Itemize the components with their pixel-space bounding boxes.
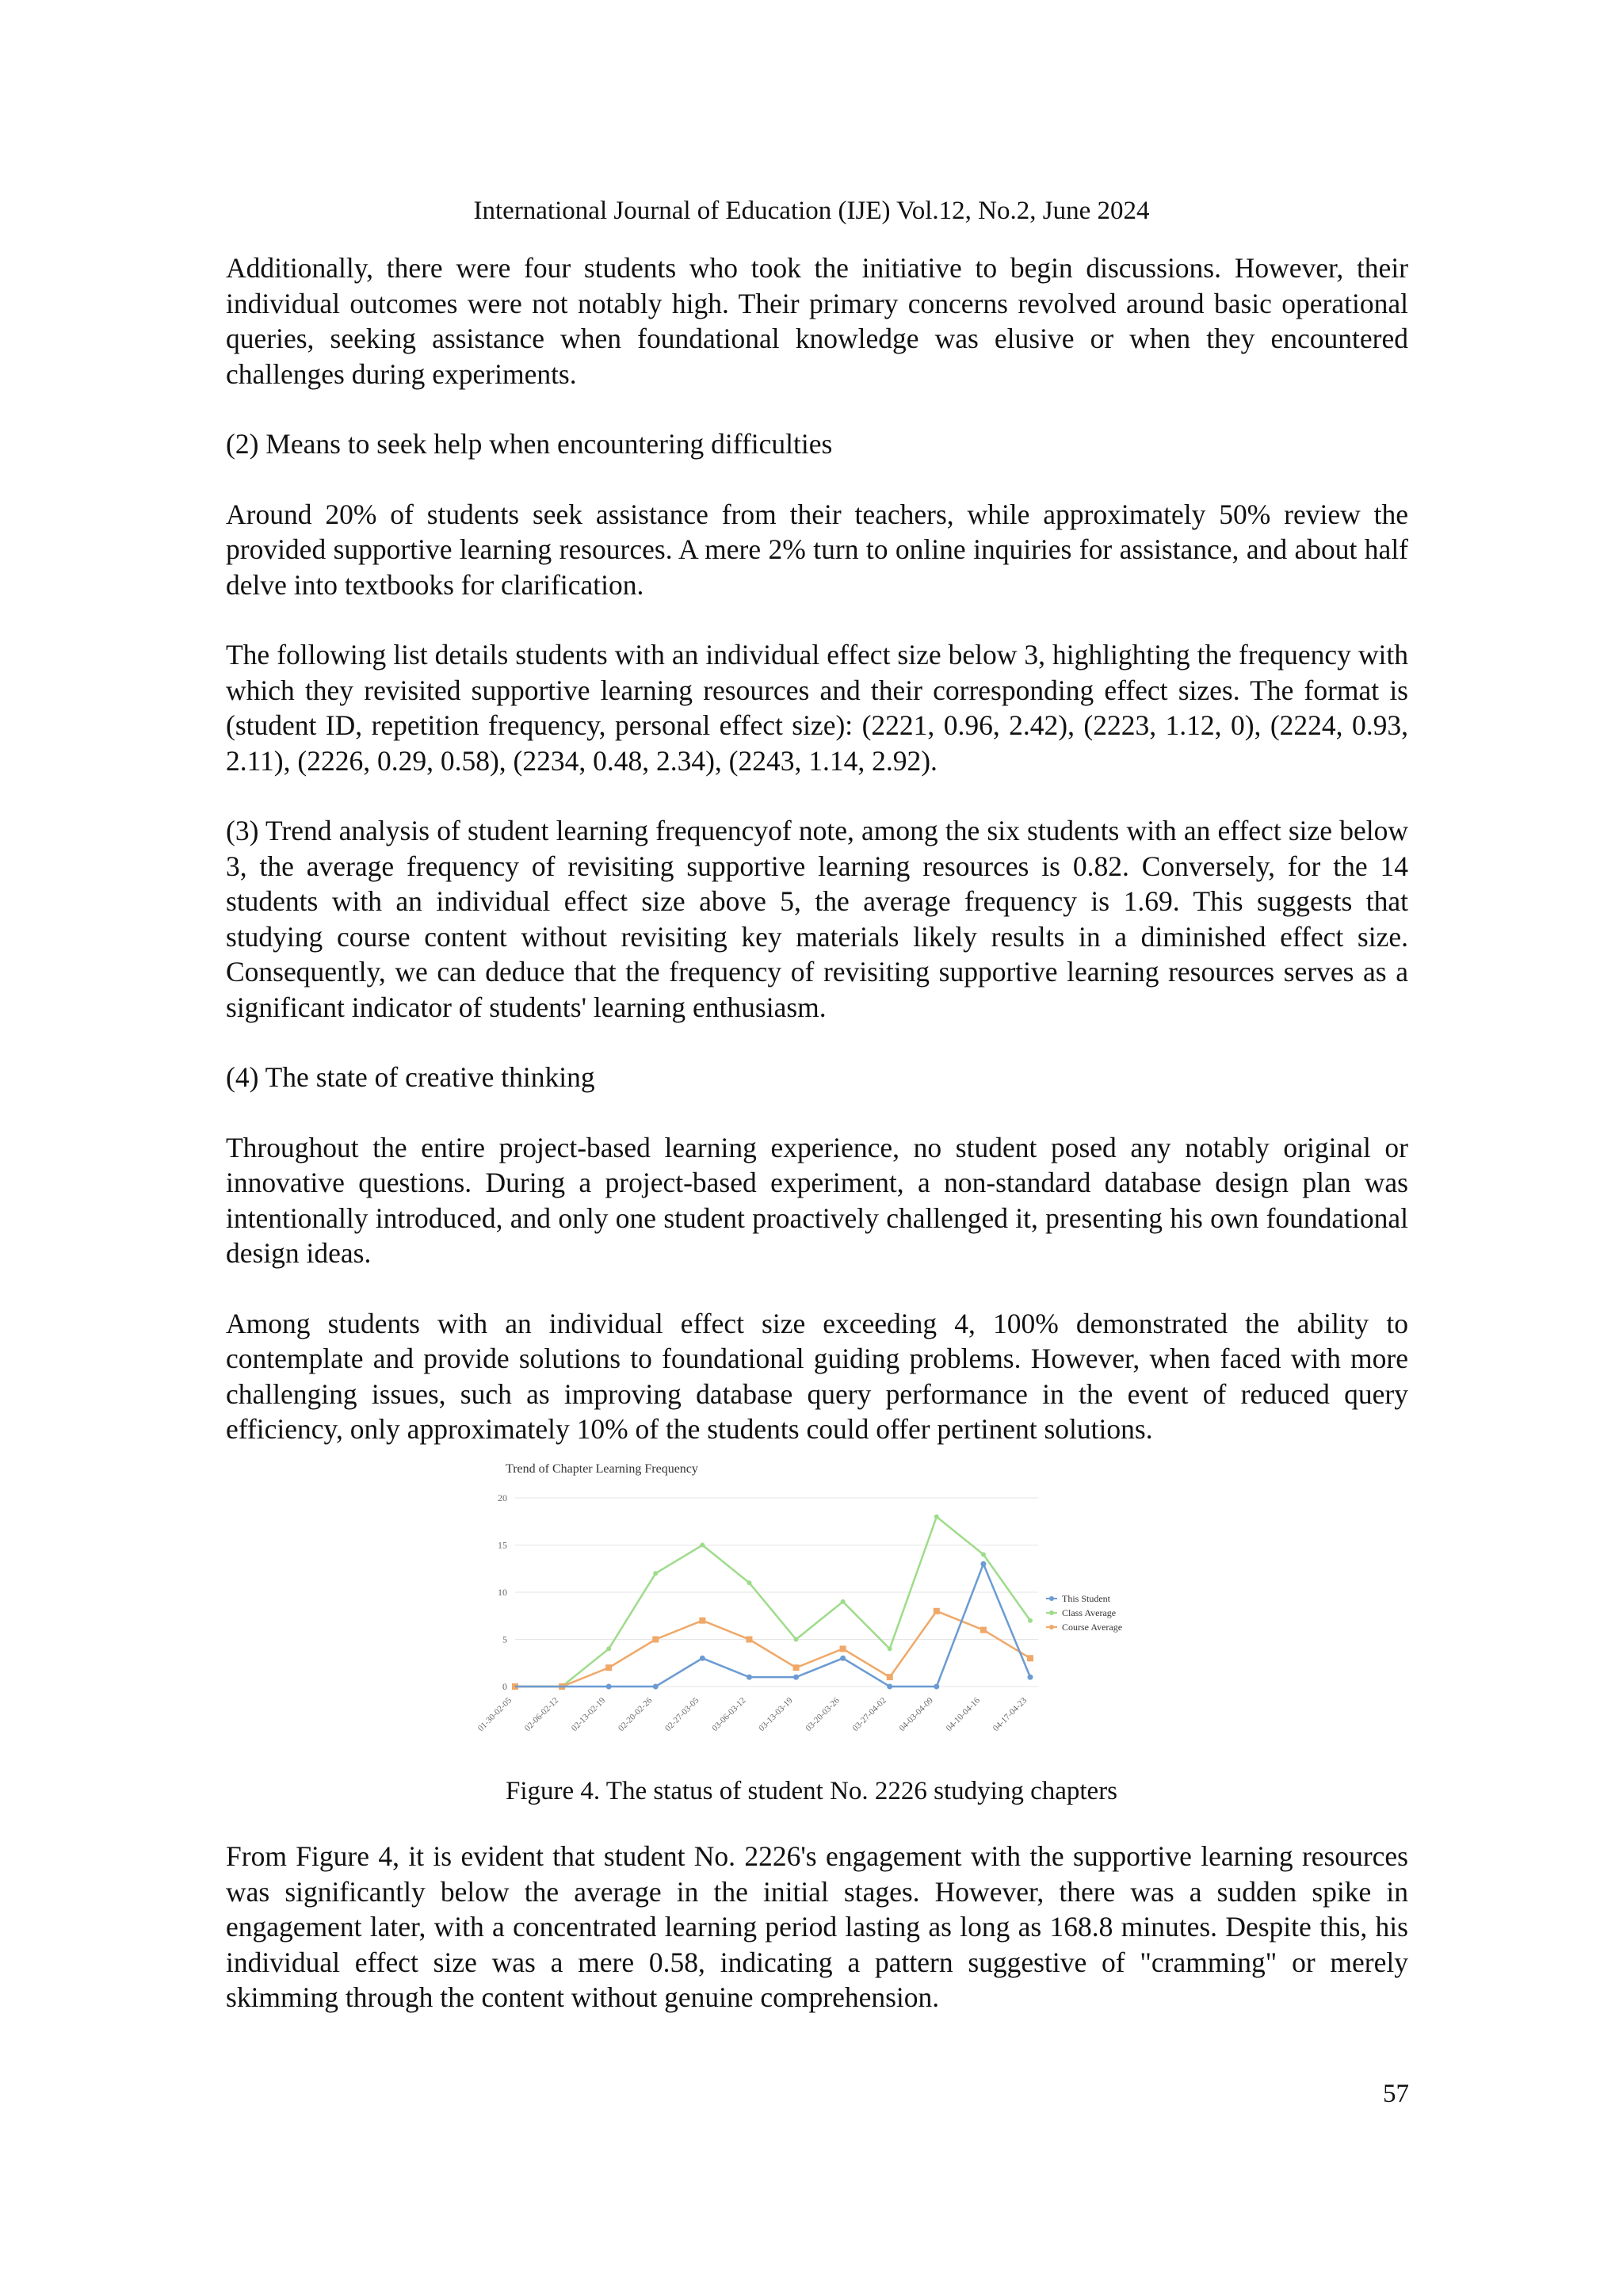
point-s0-8 — [887, 1684, 892, 1690]
journal-header: International Journal of Education (IJE) Vol.12, No.2, June 2024 — [473, 197, 1150, 225]
point-s1-7 — [841, 1599, 846, 1604]
point-s0-9 — [934, 1684, 939, 1690]
point-s2-7 — [840, 1645, 846, 1652]
y-tick-label-10: 10 — [498, 1587, 507, 1598]
point-s0-5 — [747, 1675, 752, 1680]
point-s2-11 — [1027, 1655, 1033, 1661]
point-s1-8 — [888, 1646, 892, 1651]
point-s2-2 — [605, 1664, 612, 1671]
y-tick-label-20: 20 — [498, 1492, 507, 1503]
x-tick-label-3: 02-20-02-26 — [617, 1695, 655, 1734]
paragraph-5: Throughout the entire project-based learning experience, no student posed any notably original or innovative questions. During a project-based experiment, a non-standard database design plan was intentionally introduced, and only one student proactively challenged it, presenting his own foundational design ideas. — [226, 1131, 1408, 1269]
point-s0-6 — [793, 1675, 799, 1680]
series-line-2 — [515, 1611, 1030, 1687]
point-s1-5 — [747, 1580, 751, 1585]
point-s1-4 — [700, 1543, 705, 1548]
paragraph-2: Around 20% of students seek assistance from their teachers, while approximately 50% review the provided supportive learning resources. A mere 2% turn to online inquiries for assistance, and about half delve into textbooks for clarification. — [226, 498, 1408, 601]
chart-title: Trend of Chapter Learning Frequency — [506, 1462, 698, 1476]
point-s2-8 — [887, 1674, 893, 1680]
legend-label-1: Class Average — [1062, 1607, 1117, 1618]
figure-caption: Figure 4. The status of student No. 2226 studying chapters — [505, 1777, 1118, 1805]
point-s0-7 — [840, 1656, 846, 1661]
legend-marker-2 — [1049, 1625, 1054, 1629]
x-tick-label-8: 03-27-04-02 — [850, 1695, 888, 1734]
x-tick-label-1: 02-06-02-12 — [522, 1695, 561, 1734]
series-line-1 — [515, 1517, 1030, 1687]
paragraph-6: Among students with an individual effect size exceeding 4, 100% demonstrated the ability to contemplate and provide solutions to foundational guiding problems. However, when faced with more challenging issues, such as improving database query performance in the event of reduced query efficiency, only approximately 10% of the students could offer pertinent solutions. — [226, 1307, 1408, 1445]
body-text — [226, 250, 1408, 1482]
legend-label-0: This Student — [1062, 1593, 1111, 1604]
point-s0-11 — [1028, 1675, 1033, 1680]
x-tick-label-11: 04-17-04-23 — [991, 1695, 1029, 1734]
point-s2-9 — [934, 1608, 940, 1614]
x-tick-label-4: 02-27-03-05 — [663, 1695, 701, 1734]
figure-4-chart — [475, 1450, 1189, 1767]
point-s2-10 — [980, 1627, 987, 1633]
point-s0-10 — [980, 1561, 986, 1567]
point-s1-3 — [653, 1571, 658, 1576]
point-s0-4 — [700, 1656, 705, 1661]
body-text-after-figure — [226, 1839, 1408, 2050]
legend-marker-0 — [1049, 1596, 1054, 1601]
x-tick-label-0: 01-30-02-05 — [475, 1695, 514, 1734]
point-s2-5 — [746, 1637, 752, 1643]
point-s1-10 — [981, 1552, 986, 1557]
x-tick-label-9: 04-03-04-09 — [897, 1695, 935, 1734]
point-s2-3 — [652, 1637, 659, 1643]
point-s0-2 — [606, 1684, 612, 1690]
x-tick-label-6: 03-13-03-19 — [757, 1695, 795, 1734]
x-tick-label-5: 03-06-03-12 — [710, 1695, 748, 1734]
series-line-0 — [515, 1564, 1030, 1687]
point-s1-2 — [606, 1646, 611, 1651]
point-s1-9 — [934, 1515, 939, 1519]
paragraph-4: (3) Trend analysis of student learning frequencyof note, among the six students with an effect size below 3, the average frequency of revisiting supportive learning resources is 0.82. Conversely, for the 14 students with an individual effect size above 5, the average frequency is 1.69. This suggests that studying course content without revisiting key materials likely results in a diminished effect size. Consequently, we can deduce that the frequency of revisiting supportive learning resources serves as a significant indicator of students' learning enthusiasm. — [226, 815, 1408, 1023]
paragraph-3: The following list details students with an individual effect size below 3, highlighting the frequency with which they revisited supportive learning resources and their corresponding effect sizes. The format is (student ID, repetition frequency, personal effect size): (2221, 0.96, 2.42), (2223, 1.12, 0), (2224, 0.93, 2.11), (2226, 0.29, 0.58), (2234, 0.48, 2.34), (2243, 1.14, 2.92). — [226, 639, 1408, 777]
x-tick-label-2: 02-13-02-19 — [569, 1695, 608, 1734]
point-s2-6 — [793, 1664, 800, 1671]
legend-label-2: Course Average — [1062, 1622, 1123, 1633]
y-tick-label-15: 15 — [498, 1539, 507, 1551]
x-tick-label-10: 04-10-04-16 — [944, 1695, 983, 1734]
y-tick-label-0: 0 — [502, 1681, 507, 1692]
y-tick-label-5: 5 — [502, 1633, 507, 1645]
page-number: 57 — [1383, 2080, 1409, 2108]
x-tick-label-7: 03-20-03-26 — [804, 1695, 842, 1734]
section-heading-2: (2) Means to seek help when encountering difficulties — [226, 428, 833, 460]
section-heading-4: (4) The state of creative thinking — [226, 1061, 595, 1093]
legend-marker-1 — [1049, 1610, 1054, 1615]
paragraph-1: Additionally, there were four students who took the initiative to begin discussions. However, their individual outcomes were not notably high. Their primary concerns revolved around basic operational queries, seeking assistance when foundational knowledge was elusive or when they encountered challenges during experiments. — [226, 252, 1408, 390]
paragraph-7: From Figure 4, it is evident that student No. 2226's engagement with the supportive learning resources was significantly below the average in the initial stages. However, there was a sudden spike in engagement later, with a concentrated learning period lasting as long as 168.8 minutes. Despite this, his individual effect size was a mere 0.58, indicating a pattern suggestive of "cramming" or merely skimming through the content without genuine comprehension. — [226, 1840, 1408, 2013]
point-s2-4 — [699, 1618, 705, 1624]
point-s1-11 — [1028, 1618, 1033, 1623]
point-s1-6 — [794, 1637, 799, 1642]
point-s0-3 — [653, 1684, 659, 1690]
